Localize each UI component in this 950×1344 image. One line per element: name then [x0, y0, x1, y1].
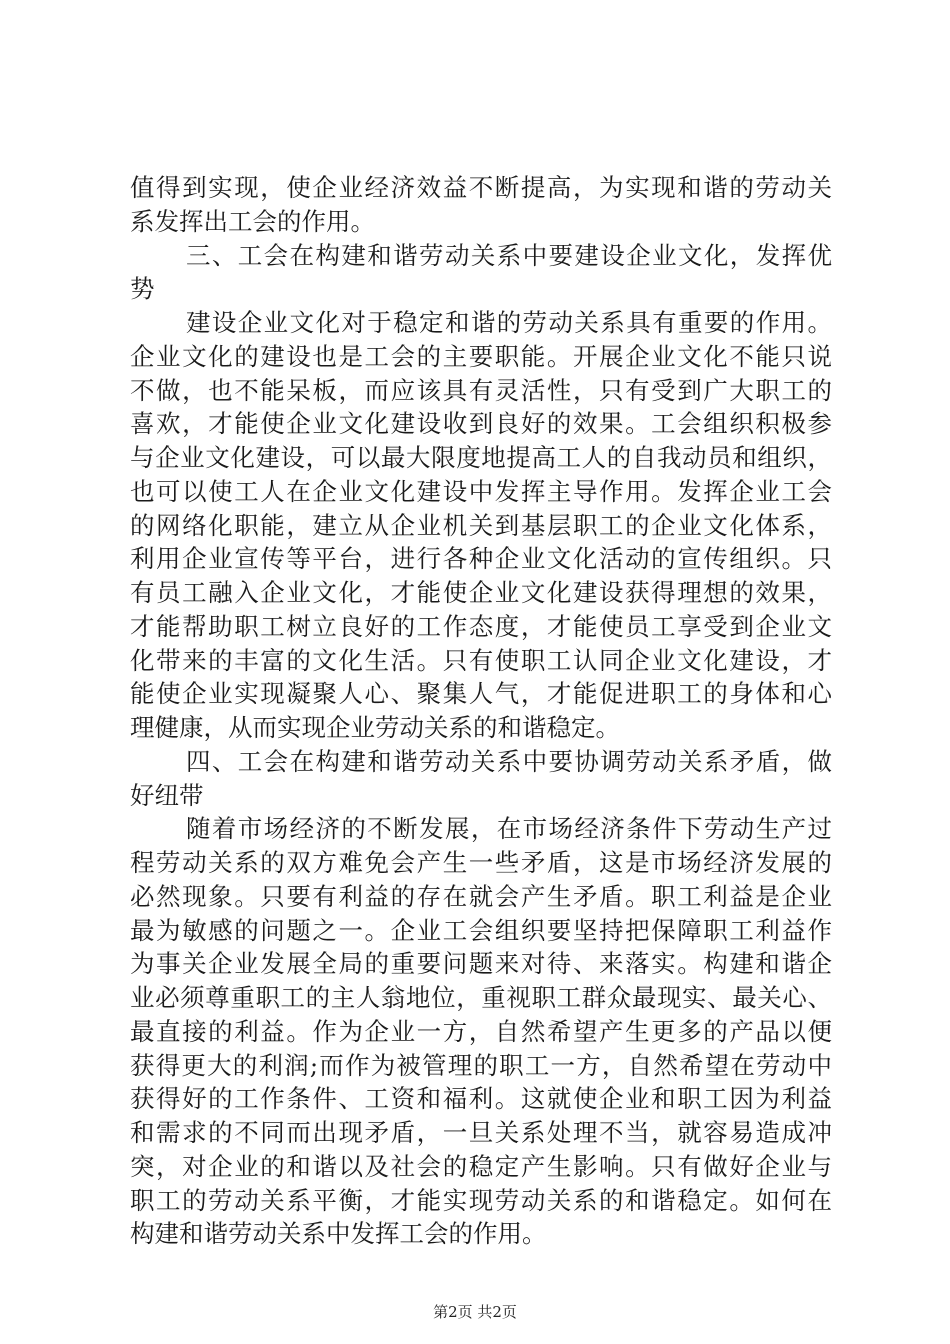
text-line: 和需求的不同而出现矛盾，一旦关系处理不当，就容易造成冲: [130, 1118, 832, 1147]
text-line: 获得好的工作条件、工资和福利。这就使企业和职工因为利益: [130, 1084, 832, 1114]
text-line: 为事关企业发展全局的重要问题来对待、来落实。构建和谐企: [130, 949, 832, 979]
text-line: 不做，也不能呆板，而应该具有灵活性，只有受到广大职工的: [130, 375, 832, 405]
document-body: [130, 171, 832, 1251]
text-line: 理健康，从而实现企业劳动关系的和谐稳定。: [130, 713, 620, 742]
text-line: 有员工融入企业文化，才能使企业文化建设获得理想的效果，: [130, 578, 832, 607]
text-line: 企业文化的建设也是工会的主要职能。开展企业文化不能只说: [130, 341, 832, 371]
text-line: 获得更大的利润;而作为被管理的职工一方，自然希望在劳动中: [130, 1050, 832, 1080]
text-line: 势: [130, 274, 155, 304]
text-line: 程劳动关系的双方难免会产生一些矛盾，这是市场经济发展的: [130, 848, 832, 877]
text-line: 也可以使工人在企业文化建设中发挥主导作用。发挥企业工会: [130, 476, 832, 506]
text-line: 利用企业宣传等平台，进行各种企业文化活动的宣传组织。只: [130, 544, 832, 574]
text-line: 能使企业实现凝聚人心、聚集人气，才能促进职工的身体和心: [130, 679, 832, 709]
text-line: 四、工会在构建和谐劳动关系中要协调劳动关系矛盾，做: [186, 746, 832, 776]
text-line: 业必须尊重职工的主人翁地位，重视职工群众最现实、最关心、: [130, 983, 832, 1012]
text-line: 好纽带: [130, 780, 204, 810]
text-line: 才能帮助职工树立良好的工作态度，才能使员工享受到企业文: [130, 611, 832, 641]
text-line: 化带来的丰富的文化生活。只有使职工认同企业文化建设，才: [130, 645, 832, 675]
text-line: 系发挥出工会的作用。: [130, 206, 375, 236]
text-line: 值得到实现，使企业经济效益不断提高，为实现和谐的劳动关: [130, 173, 832, 202]
text-line: 与企业文化建设，可以最大限度地提高工人的自我动员和组织，: [130, 443, 832, 472]
text-line: 建设企业文化对于稳定和谐的劳动关系具有重要的作用。: [186, 308, 832, 337]
text-line: 最为敏感的问题之一。企业工会组织要坚持把保障职工利益作: [130, 915, 832, 945]
text-line: 三、工会在构建和谐劳动关系中要建设企业文化，发挥优: [186, 240, 832, 270]
text-line: 最直接的利益。作为企业一方，自然希望产生更多的产品以便: [130, 1016, 832, 1046]
text-line: 必然现象。只要有利益的存在就会产生矛盾。职工利益是企业: [130, 881, 832, 911]
text-line: 突，对企业的和谐以及社会的稳定产生影响。只有做好企业与: [130, 1151, 832, 1181]
text-line: 职工的劳动关系平衡，才能实现劳动关系的和谐稳定。如何在: [130, 1185, 832, 1215]
text-line: 的网络化职能，建立从企业机关到基层职工的企业文化体系，: [130, 510, 832, 540]
page-footer: 第2页 共2页: [433, 1303, 517, 1321]
text-line: 随着市场经济的不断发展，在市场经济条件下劳动生产过: [186, 814, 832, 844]
text-line: 构建和谐劳动关系中发挥工会的作用。: [130, 1219, 547, 1249]
text-line: 喜欢，才能使企业文化建设收到良好的效果。工会组织积极参: [130, 409, 832, 439]
